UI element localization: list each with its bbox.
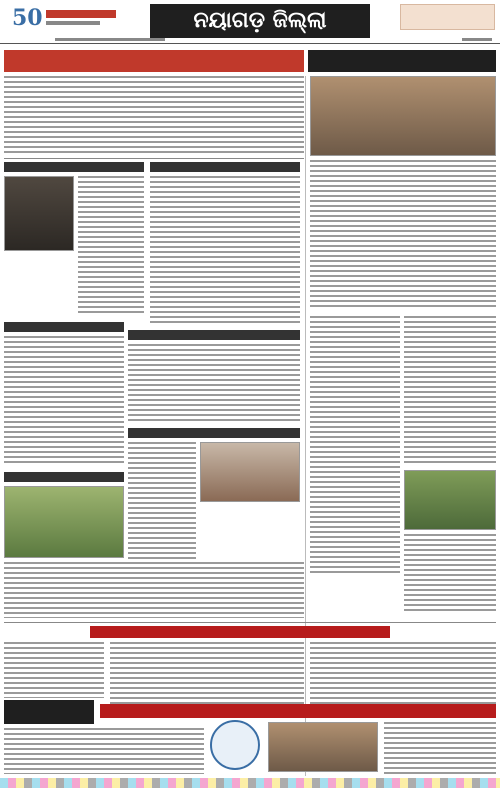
masthead bbox=[0, 0, 500, 44]
bottom-inset-logo bbox=[210, 720, 260, 770]
story-4-text bbox=[150, 176, 300, 326]
page-number bbox=[462, 38, 492, 41]
bottom-tag bbox=[4, 700, 94, 724]
right-column-text-1 bbox=[310, 316, 400, 576]
story-7-headline bbox=[128, 428, 300, 438]
print-registration-strip bbox=[0, 778, 500, 788]
section-divider bbox=[4, 158, 304, 159]
corner-advertisement bbox=[400, 4, 495, 30]
anniversary-logo: 50 bbox=[12, 5, 43, 31]
date-line bbox=[55, 38, 165, 41]
bottom-right-text bbox=[384, 722, 496, 774]
story-7-text bbox=[128, 442, 196, 572]
newspaper-name bbox=[46, 10, 116, 18]
bottom-lead-headline bbox=[100, 704, 496, 718]
bottom-lead-text bbox=[4, 728, 204, 774]
story-5-headline bbox=[4, 322, 124, 332]
story-9-headline bbox=[90, 626, 390, 638]
side-story-text bbox=[310, 160, 496, 310]
column-divider bbox=[305, 76, 306, 776]
story-3-text bbox=[78, 176, 144, 316]
two-men-photo bbox=[200, 442, 300, 502]
story-8-text bbox=[4, 562, 304, 618]
section-divider bbox=[4, 622, 496, 623]
lead-story-text bbox=[4, 76, 304, 154]
story-3-headline bbox=[4, 162, 144, 172]
edition-title: ନୟାଗଡ଼ ଜିଲ୍ଲା bbox=[150, 4, 370, 38]
story-4-headline bbox=[150, 162, 300, 172]
story-5-text bbox=[4, 336, 124, 466]
outdoor-photo bbox=[404, 470, 496, 530]
group-photo bbox=[310, 76, 496, 156]
right-column-text-2 bbox=[404, 316, 496, 466]
story-8-headline bbox=[4, 472, 124, 482]
story-6-headline bbox=[128, 330, 300, 340]
newspaper-tagline bbox=[46, 21, 100, 25]
right-column-text-3 bbox=[404, 534, 496, 614]
story-6-text bbox=[128, 344, 300, 424]
bottom-group-photo bbox=[268, 722, 378, 772]
lead-headline bbox=[4, 50, 304, 72]
side-headline bbox=[308, 50, 496, 72]
story-9-text-left bbox=[4, 642, 104, 698]
field-photo bbox=[4, 486, 124, 558]
story-3-photo bbox=[4, 176, 74, 251]
